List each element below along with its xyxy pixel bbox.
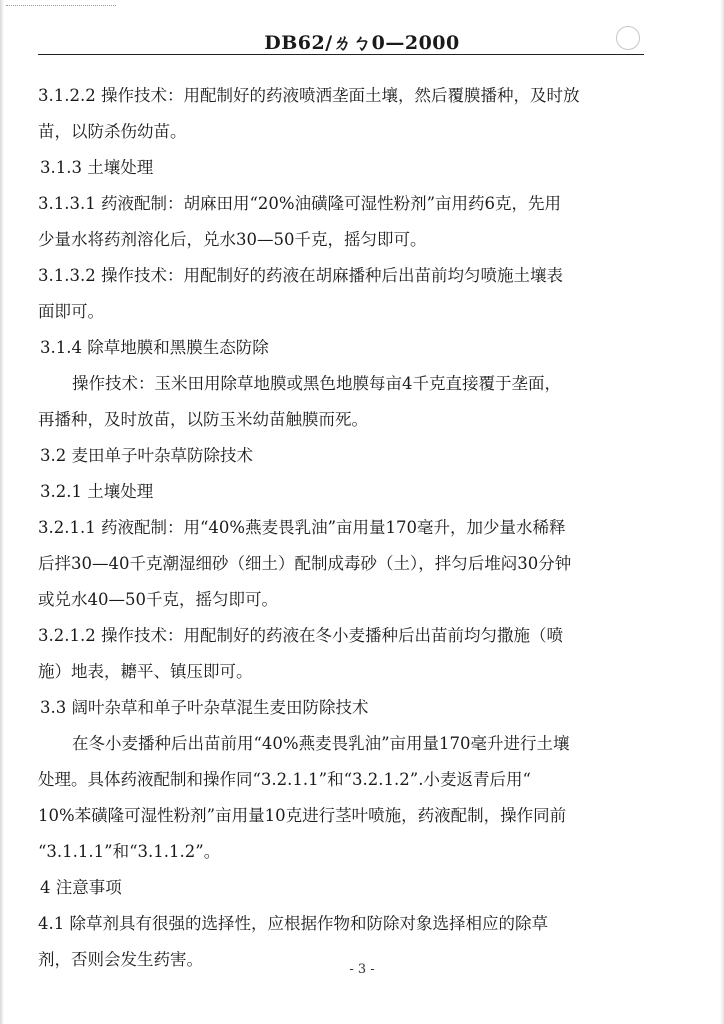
section-heading: 3.2 麦田单子叶杂草防除技术 (40, 446, 253, 465)
paragraph-line: “3.1.1.1”和“3.1.1.2”。 (38, 842, 221, 861)
page-header (0, 24, 724, 56)
paragraph-line: 操作技术：玉米田用除草地膜或黑色地膜每亩4千克直接覆于垄面， (72, 374, 561, 393)
paragraph-line: 后拌30—40千克潮湿细砂（细土）配制成毒砂（土），拌匀后堆闷30分钟 (38, 554, 572, 573)
paragraph-line: 3.2.1.1 药液配制：用“40%燕麦畏乳油”亩用量170毫升，加少量水稀释 (38, 518, 566, 537)
page-number: - 3 - (349, 962, 375, 977)
paragraph-line: 剂，否则会发生药害。 (38, 950, 203, 969)
paragraph-line: 3.2.1.2 操作技术：用配制好的药液在冬小麦播种后出苗前均匀撒施（喷 (38, 626, 563, 645)
section-heading: 4 注意事项 (40, 878, 122, 897)
header-rule (38, 54, 644, 55)
paragraph-line: 在冬小麦播种后出苗前用“40%燕麦畏乳油”亩用量170毫升进行土壤 (72, 734, 570, 753)
section-heading: 3.1.4 除草地膜和黑膜生态防除 (40, 338, 269, 357)
paragraph-line: 少量水将药剂溶化后，兑水30—50千克，摇匀即可。 (38, 230, 427, 249)
paragraph-line: 3.1.3.2 操作技术：用配制好的药液在胡麻播种后出苗前均匀喷施土壤表 (38, 266, 563, 285)
paragraph-line: 或兑水40—50千克，摇匀即可。 (38, 590, 278, 609)
standard-code: DB62/ㄌㄅ0—2000 (264, 32, 460, 54)
paragraph-line: 施）地表，耱平、镇压即可。 (38, 662, 253, 681)
paragraph-line: 苗，以防杀伤幼苗。 (38, 122, 187, 141)
paragraph-line: 4.1 除草剂具有很强的选择性，应根据作物和防除对象选择相应的除草 (38, 914, 548, 933)
scan-artifact (6, 5, 116, 7)
stamp-mark (616, 26, 640, 50)
section-heading: 3.3 阔叶杂草和单子叶杂草混生麦田防除技术 (40, 698, 369, 717)
scan-right-edge (720, 0, 724, 1024)
paragraph-line: 面即可。 (38, 302, 104, 321)
paragraph-line: 3.1.3.1 药液配制：胡麻田用“20%油磺隆可湿性粉剂”亩用药6克，先用 (38, 194, 562, 213)
paragraph-line: 处理。具体药液配制和操作同“3.2.1.1”和“3.2.1.2”.小麦返青后用“ (38, 770, 531, 789)
section-heading: 3.1.3 土壤处理 (40, 158, 154, 177)
section-heading: 3.2.1 土壤处理 (40, 482, 154, 501)
document-body (38, 78, 650, 978)
scan-left-edge (0, 0, 4, 1024)
paragraph-line: 10%苯磺隆可湿性粉剂”亩用量10克进行茎叶喷施，药液配制，操作同前 (38, 806, 567, 825)
paragraph-line: 3.1.2.2 操作技术：用配制好的药液喷洒垄面土壤，然后覆膜播种，及时放 (38, 86, 580, 105)
paragraph-line: 再播种，及时放苗，以防玉米幼苗触膜而死。 (38, 410, 368, 429)
